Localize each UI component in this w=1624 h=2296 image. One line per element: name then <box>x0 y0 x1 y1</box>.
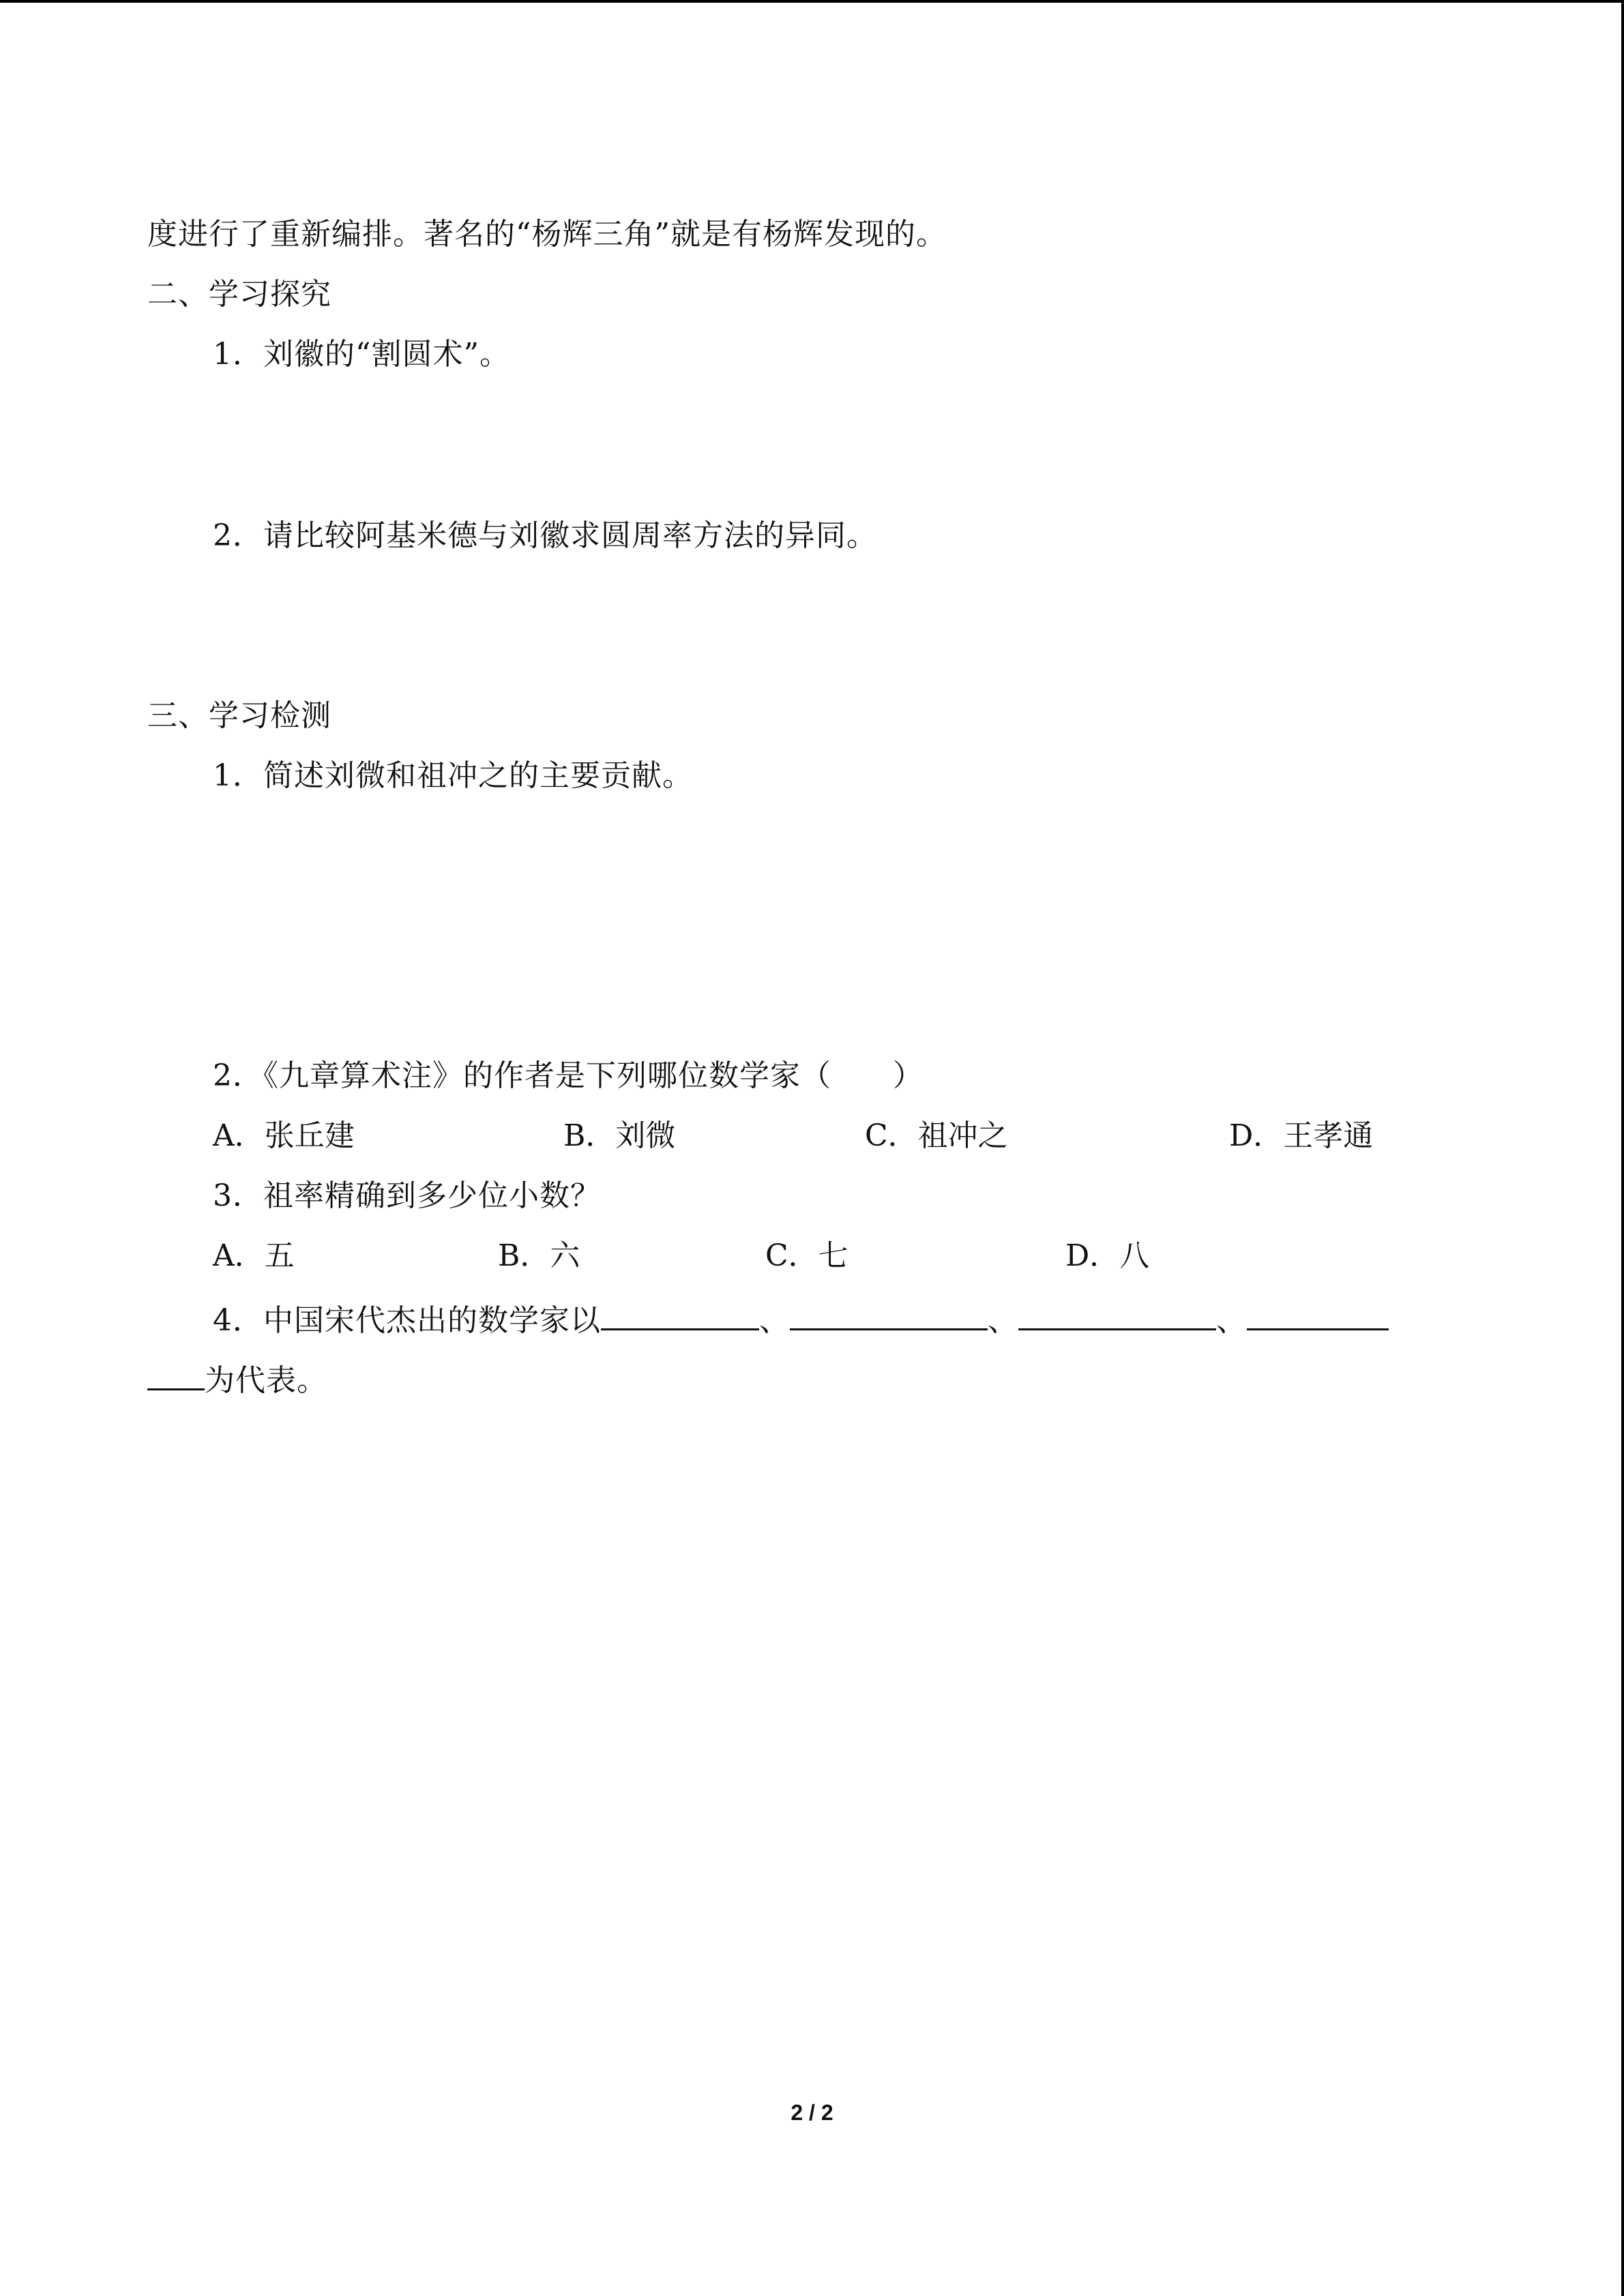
section3-question-1: 1．简述刘微和祖冲之的主要贡献。 <box>213 758 693 793</box>
q4-blank-4b[interactable] <box>147 1358 205 1390</box>
q4-separator-2: 、 <box>988 1303 1018 1338</box>
page-right-border <box>1621 0 1624 2296</box>
q3-option-b: B．六 <box>498 1238 580 1273</box>
q3-option-c: C．七 <box>765 1238 848 1273</box>
q4-suffix: 为代表。 <box>205 1363 327 1398</box>
q4-blank-2[interactable] <box>790 1298 988 1330</box>
q2-option-c: C．祖冲之 <box>865 1118 1008 1153</box>
q3-option-d: D．八 <box>1065 1238 1150 1273</box>
section2-heading: 二、学习探究 <box>147 277 331 312</box>
q4-blank-4a[interactable] <box>1247 1298 1389 1330</box>
q3-option-a: A．五 <box>213 1238 295 1273</box>
page-top-border <box>0 0 1624 3</box>
section3-question-4 <box>213 1298 1389 1340</box>
q4-prefix: 4．中国宋代杰出的数学家以 <box>213 1303 601 1338</box>
q4-blank-3[interactable] <box>1018 1298 1216 1330</box>
section3-question-3: 3．祖率精确到多少位小数？ <box>213 1178 601 1213</box>
q4-blank-1[interactable] <box>601 1298 759 1330</box>
q2-option-b: B．刘微 <box>563 1118 676 1153</box>
section3-question-4-continued <box>147 1358 327 1400</box>
q4-separator-3: 、 <box>1216 1303 1247 1338</box>
q4-separator-1: 、 <box>759 1303 790 1338</box>
section2-item-1: 1．刘徽的“割圆术”。 <box>213 337 510 372</box>
page-number: 2 / 2 <box>791 2100 833 2125</box>
intro-line: 度进行了重新编排。著名的“杨辉三角”就是有杨辉发现的。 <box>147 217 947 252</box>
q2-option-d: D．王孝通 <box>1229 1118 1374 1153</box>
section3-question-2: 2．《九章算术注》的作者是下列哪位数学家（ ） <box>213 1058 924 1093</box>
q2-option-a: A．张丘建 <box>213 1118 355 1153</box>
section3-heading: 三、学习检测 <box>147 698 331 733</box>
section2-item-2: 2．请比较阿基米德与刘徽求圆周率方法的异同。 <box>213 518 877 553</box>
